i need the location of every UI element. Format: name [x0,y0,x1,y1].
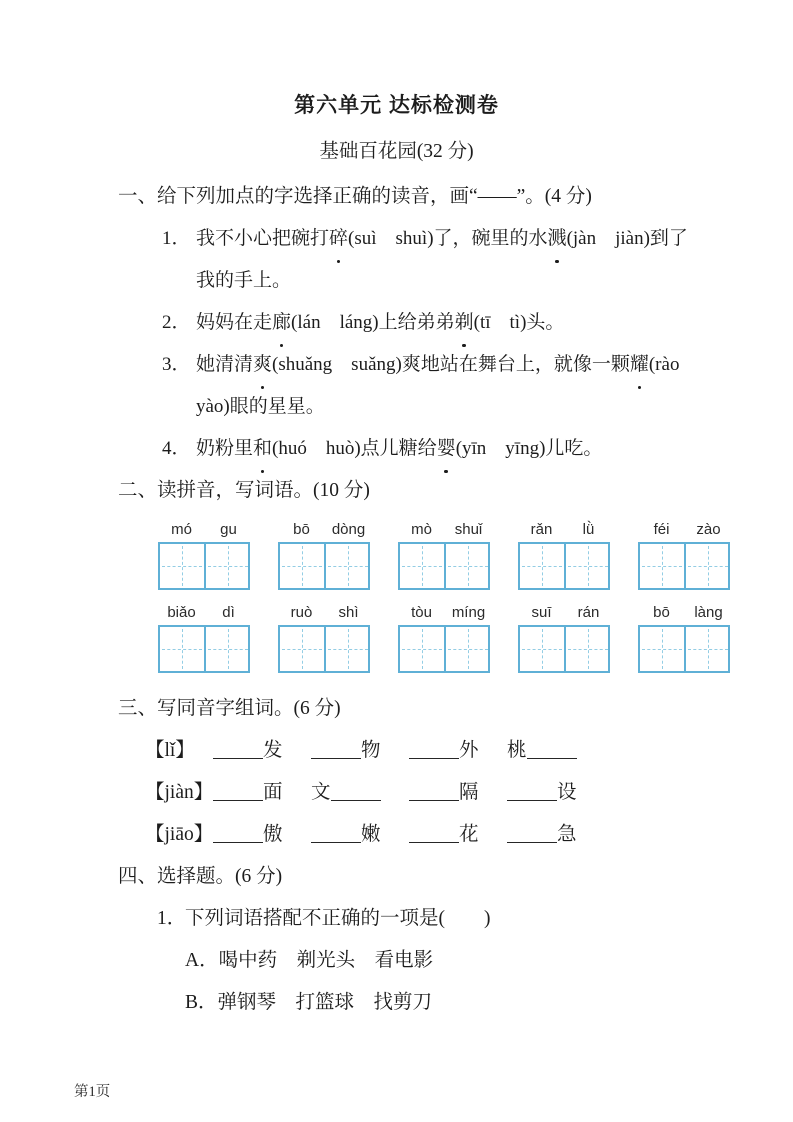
pinyin-labels [158,520,252,540]
word-grid-group [518,520,612,590]
post-character: 面 [263,782,283,803]
dotted-character: 爽 [253,344,272,386]
word-blank-cell [311,814,409,856]
pinyin-labels [518,520,612,540]
blank-line [213,837,263,843]
word-grid-group [518,603,612,673]
word-grid-group [398,520,492,590]
dotted-character: 和 [253,428,272,470]
word-grid-group [158,603,252,673]
homophone-row [145,814,793,856]
pinyin-label: dì [222,604,235,621]
item-number: 1． [162,228,191,249]
item-number: 3． [162,354,191,375]
grid-cell [564,544,610,588]
text-segment: (suì shuì)了，碗里的水 [348,228,548,249]
dotted-character: 廊 [272,302,291,344]
word-blank-cell [213,730,311,772]
pinyin-label: shuǐ [454,521,483,538]
pinyin-label: ruò [290,604,313,621]
item-text [196,428,753,470]
writing-grid [518,625,610,673]
pinyin-label: féi [653,521,670,538]
pre-character: 文 [311,782,331,803]
pinyin-label: bō [653,604,670,621]
word-blank-cell [213,814,311,856]
post-character: 花 [459,824,479,845]
pinyin-label: rǎn [530,521,553,538]
pre-character: 桃 [507,740,527,761]
pinyin-grid-row [158,520,793,590]
question-item [162,218,753,302]
word-blank-cell [409,814,507,856]
question-item [162,302,753,344]
blank-line [409,837,459,843]
blank-line [507,837,557,843]
grid-cell [444,627,490,671]
item-text [196,302,753,344]
grid-cell [280,627,324,671]
grid-cell [400,627,444,671]
pinyin-label: suī [531,604,552,621]
text-segment: yào)眼的星星。 [196,396,325,417]
homophone-row [145,772,793,814]
blank-line [409,795,459,801]
paper-title: 第六单元 达标检测卷 [294,94,499,117]
post-character: 傲 [263,824,283,845]
pinyin-label: bō [293,521,310,538]
word-grid-group [278,603,372,673]
word-grid-group [638,603,732,673]
grid-cell [204,627,250,671]
pinyin-labels [518,603,612,623]
choice-option: B．弹钢琴 打篮球 找剪刀 [185,992,433,1013]
word-grid-group [278,520,372,590]
pinyin-labels [158,603,252,623]
homophone-key: 【jiàn】 [145,782,214,803]
question-item [162,428,753,470]
writing-grid [638,542,730,590]
text-segment: 我不小心把碗打 [196,228,330,249]
blank-line [409,753,459,759]
pinyin-label: shì [338,604,359,621]
writing-grid [278,625,370,673]
choice-options [0,940,793,1024]
paper-subtitle: 基础百花园(32 分) [319,141,474,162]
text-segment: 奶粉里 [196,438,254,459]
pinyin-label: lǜ [582,521,595,538]
word-blank-cell [507,730,605,772]
dotted-character: 剃 [455,302,474,344]
grid-cell [640,544,684,588]
grid-cell [520,627,564,671]
word-blank-cell [507,814,605,856]
item-text [196,344,753,428]
text-segment: 她清清 [196,354,254,375]
blank-line [213,753,263,759]
pinyin-label: làng [694,604,723,621]
post-character: 设 [557,782,577,803]
grid-cell [204,544,250,588]
blank-line [213,795,263,801]
word-grid-group [638,520,732,590]
blank-line [331,795,381,801]
item-text [196,218,753,302]
word-blank-cell [213,772,311,814]
grid-cell [324,627,370,671]
text-segment: (jàn jiàn)到了 [566,228,688,249]
choice-question [157,898,793,940]
question-number: 1． [157,908,187,929]
post-character: 发 [263,740,283,761]
writing-grid [398,625,490,673]
text-segment: (lán láng)上给弟弟 [291,312,455,333]
pinyin-label: dòng [331,521,366,538]
grid-cell [444,544,490,588]
item-number: 4． [162,438,191,459]
pinyin-grid-rows [0,520,793,673]
pinyin-label: biǎo [167,604,196,621]
pinyin-label: mó [171,521,192,538]
writing-grid [398,542,490,590]
post-character: 急 [557,824,577,845]
text-segment: 我的手上。 [196,270,292,291]
homophone-key: 【lǐ】 [145,740,195,761]
section2-heading: 二、读拼音，写词语。(10 分) [118,480,370,501]
page-number: 第1页 [74,1084,111,1100]
text-segment: (yīn yīng)儿吃。 [455,438,603,459]
writing-grid [158,542,250,590]
grid-cell [640,627,684,671]
choice-option: A．喝中药 剃光头 看电影 [185,950,434,971]
text-segment: (tī tì)头。 [473,312,565,333]
dotted-character: 溅 [548,218,567,260]
homophone-rows [0,730,793,856]
post-character: 嫩 [361,824,381,845]
post-character: 物 [361,740,381,761]
word-blank-cell [409,730,507,772]
word-blank-cell [311,730,409,772]
question-text: 下列词语搭配不正确的一项是( ) [185,908,491,929]
pinyin-labels [638,520,732,540]
blank-line [311,837,361,843]
section1-heading: 一、给下列加点的字选择正确的读音，画“——”。(4 分) [118,186,592,207]
text-segment: 妈妈在走 [196,312,273,333]
writing-grid [638,625,730,673]
word-grid-group [398,603,492,673]
pinyin-labels [398,520,492,540]
text-segment: (rào [648,354,680,375]
grid-cell [160,544,204,588]
question-item [162,344,753,428]
grid-cell [520,544,564,588]
pinyin-labels [278,603,372,623]
pinyin-label: tòu [411,604,432,621]
section1-items [0,218,793,470]
pinyin-label: gu [220,521,237,538]
grid-cell [564,627,610,671]
pinyin-labels [398,603,492,623]
pinyin-label: rán [577,604,600,621]
grid-cell [400,544,444,588]
grid-cell [684,627,730,671]
item-number: 2． [162,312,191,333]
homophone-key: 【jiāo】 [145,824,214,845]
word-blank-cell [409,772,507,814]
dotted-character: 碎 [329,218,348,260]
post-character: 隔 [459,782,479,803]
blank-line [507,795,557,801]
writing-grid [518,542,610,590]
word-blank-cell [507,772,605,814]
grid-cell [684,544,730,588]
section4-heading: 四、选择题。(6 分) [118,866,283,887]
grid-cell [324,544,370,588]
blank-line [311,753,361,759]
dotted-character: 耀 [630,344,649,386]
pinyin-label: míng [451,604,486,621]
pinyin-label: zào [696,521,721,538]
grid-cell [280,544,324,588]
pinyin-labels [278,520,372,540]
writing-grid [278,542,370,590]
word-grid-group [158,520,252,590]
post-character: 外 [459,740,479,761]
word-blank-cell [311,772,409,814]
dotted-character: 婴 [437,428,456,470]
text-segment: (huó huò)点儿糖给 [272,438,437,459]
section3-heading: 三、写同音字组词。(6 分) [118,698,341,719]
writing-grid [158,625,250,673]
blank-line [527,753,577,759]
pinyin-label: mò [411,521,432,538]
pinyin-grid-row [158,603,793,673]
text-segment: (shuǎng suǎng)爽地站在舞台上，就像一颗 [272,354,630,375]
grid-cell [160,627,204,671]
pinyin-labels [638,603,732,623]
homophone-row [145,730,793,772]
